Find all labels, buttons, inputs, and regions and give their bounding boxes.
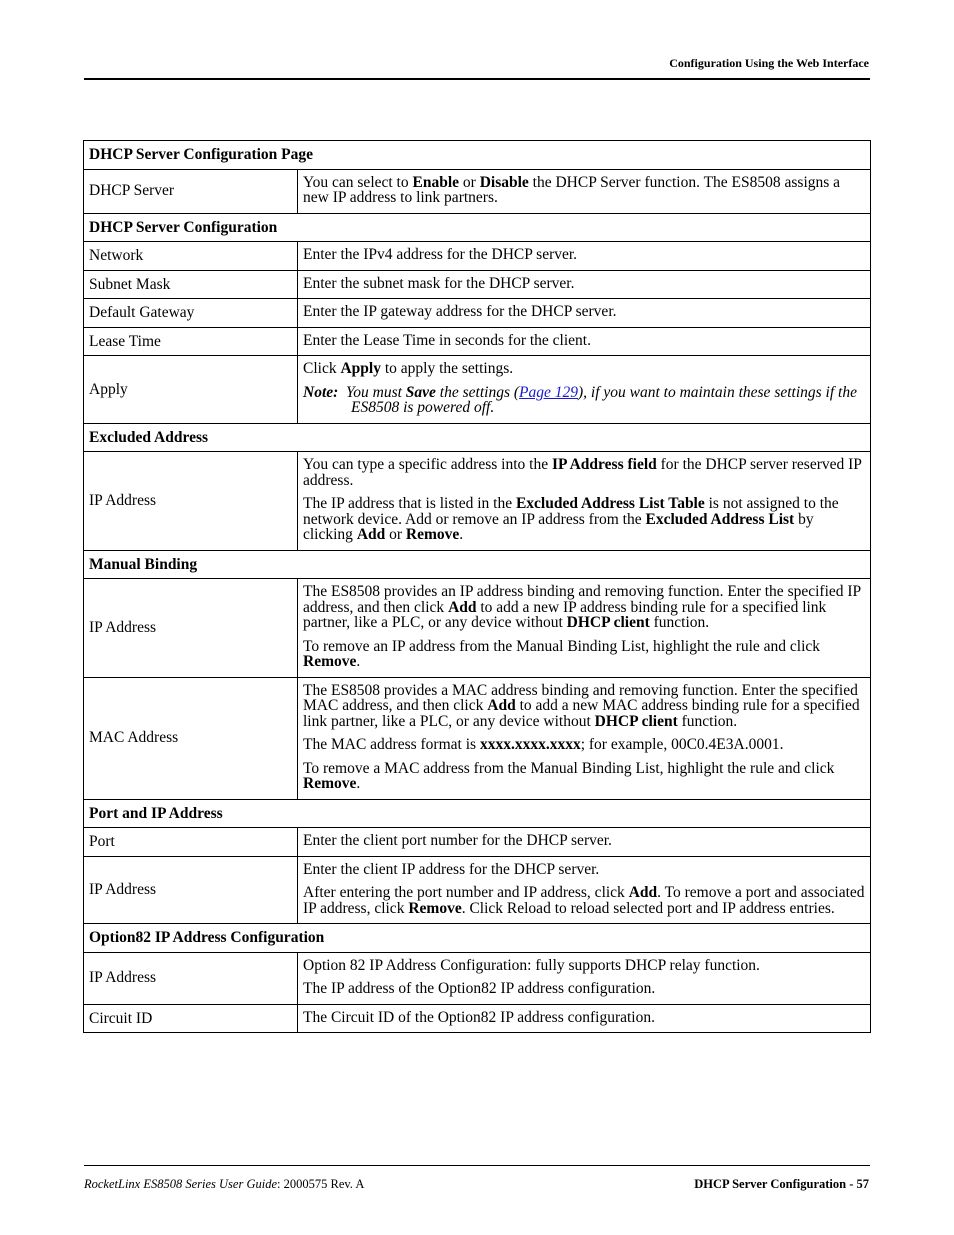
row-description <box>298 242 871 271</box>
text-run: to add a new IP address binding rule for a specified link partner, like a PLC, or any device without <box>303 598 827 631</box>
text-run: . <box>459 526 464 543</box>
table-row <box>84 327 871 356</box>
footer-doc-title <box>84 1177 364 1192</box>
section-title: Manual Binding <box>84 550 871 579</box>
text-run: To remove a MAC address from the Manual Binding List, highlight the rule and click <box>303 759 835 777</box>
bold-term: Remove <box>303 653 357 670</box>
bold-term: Add <box>448 598 477 616</box>
footer-rule <box>84 1165 870 1166</box>
description-paragraph <box>303 361 865 377</box>
row-label: Apply <box>84 356 298 424</box>
bold-term: Enable <box>412 173 460 191</box>
text-run: . Click Reload to reload selected port and IP address entries. <box>461 899 835 917</box>
description-paragraph <box>303 639 865 670</box>
row-description <box>298 169 871 213</box>
table-row <box>84 169 871 213</box>
row-label: Default Gateway <box>84 299 298 328</box>
description-paragraph <box>303 958 865 974</box>
bold-term: DHCP client <box>566 614 650 631</box>
section-header-row <box>84 141 871 170</box>
row-label: IP Address <box>84 856 298 924</box>
bold-term: Disable <box>479 173 529 191</box>
text-run: the DHCP Server function. The ES8508 assigns a new IP address to link partners. <box>303 173 841 206</box>
text-run: ; for example, 00C0.4E3A.0001. <box>580 736 784 753</box>
text-run: The IP address of the Option82 IP address configuration. <box>303 980 656 997</box>
row-description <box>298 677 871 799</box>
description-paragraph <box>303 737 865 753</box>
description-paragraph <box>303 496 865 543</box>
text-run: Enter the client port number for the DHCP server. <box>303 832 612 849</box>
row-label: MAC Address <box>84 677 298 799</box>
text-run: to add a new MAC address binding rule for a specified link partner, like a PLC, or any device without <box>303 697 860 730</box>
description-paragraph <box>303 333 865 349</box>
table-row <box>84 452 871 551</box>
note-spacer <box>338 384 346 401</box>
bold-term: Remove <box>303 775 357 792</box>
row-description <box>298 856 871 924</box>
text-run: Enter the IPv4 address for the DHCP server. <box>303 246 578 263</box>
text-run: function. <box>677 712 738 730</box>
description-paragraph <box>303 981 865 997</box>
section-header-row <box>84 799 871 828</box>
bold-term: Add <box>356 526 386 543</box>
footer-page-label: DHCP Server Configuration - 57 <box>694 1177 869 1191</box>
row-label: Subnet Mask <box>84 270 298 299</box>
dhcp-server-config-table <box>83 140 871 1033</box>
row-label: Circuit ID <box>84 1004 298 1033</box>
description-paragraph <box>303 304 865 320</box>
table-row <box>84 677 871 799</box>
row-description <box>298 828 871 857</box>
text-run: Enter the subnet mask for the DHCP server. <box>303 274 575 292</box>
row-label: DHCP Server <box>84 169 298 213</box>
text-run: by clicking <box>303 510 814 543</box>
description-paragraph <box>303 175 865 206</box>
description-paragraph <box>303 761 865 792</box>
text-run: or <box>385 526 406 543</box>
text-run: for the DHCP server reserved IP address. <box>303 456 862 489</box>
description-paragraph <box>303 862 865 878</box>
text-run: The IP address that is listed in the <box>303 495 516 512</box>
text-run: The ES8508 provides a MAC address binding and removing function. Enter the specified MAC address, and then click <box>303 681 858 714</box>
row-description <box>298 270 871 299</box>
bold-term: Excluded Address List <box>645 510 795 528</box>
bold-term: Remove <box>408 899 462 917</box>
text-run: or <box>459 173 480 191</box>
row-description <box>298 356 871 424</box>
description-paragraph <box>303 457 865 488</box>
row-description <box>298 452 871 551</box>
text-run: to apply the settings. <box>380 360 514 377</box>
description-paragraph <box>303 276 865 292</box>
table-row <box>84 242 871 271</box>
row-description <box>298 952 871 1004</box>
table-row <box>84 299 871 328</box>
row-label: Network <box>84 242 298 271</box>
section-title: DHCP Server Configuration Page <box>84 141 871 170</box>
row-label: IP Address <box>84 952 298 1004</box>
text-run: Enter the client IP address for the DHCP server. <box>303 860 600 878</box>
table-row <box>84 270 871 299</box>
footer-guide-name: RocketLinx ES8508 Series User Guide <box>84 1177 278 1191</box>
text-run: the settings ( <box>435 383 520 401</box>
bold-term: Add <box>628 884 658 901</box>
section-title: Option82 IP Address Configuration <box>84 924 871 953</box>
bold-term: Excluded Address List Table <box>515 495 705 512</box>
text-run: The ES8508 provides an IP address binding and removing function. Enter the specified IP address, and then click <box>303 583 861 616</box>
row-label: Lease Time <box>84 327 298 356</box>
text-run: . <box>356 775 361 792</box>
running-header-title: Configuration Using the Web Interface <box>669 56 869 70</box>
footer-doc-number: : 2000575 Rev. A <box>277 1177 365 1191</box>
description-paragraph <box>303 833 865 849</box>
table-row <box>84 356 871 424</box>
table-row <box>84 579 871 678</box>
description-paragraph <box>303 1010 865 1026</box>
section-header-row <box>84 213 871 242</box>
description-paragraph <box>303 885 865 916</box>
note-paragraph <box>303 385 865 416</box>
row-label: IP Address <box>84 579 298 678</box>
row-label: IP Address <box>84 452 298 551</box>
bold-term: Remove <box>405 526 460 543</box>
text-run: Click <box>303 360 341 377</box>
bold-term: Add <box>487 697 516 714</box>
text-run: is not assigned to the network device. Add or remove an IP address from the <box>303 495 839 528</box>
row-description <box>298 579 871 678</box>
bold-term: DHCP client <box>594 712 678 730</box>
table-row <box>84 1004 871 1033</box>
text-run: Enter the IP gateway address for the DHCP server. <box>303 303 617 320</box>
text-run: ), if you want to maintain these settings if the ES8508 is powered off. <box>351 383 857 416</box>
section-header-row <box>84 924 871 953</box>
row-label: Port <box>84 828 298 857</box>
text-run: You must <box>346 383 406 401</box>
text-run: Option 82 IP Address Configuration: fully supports DHCP relay function. <box>303 956 760 974</box>
bold-term: IP Address field <box>551 456 657 473</box>
section-title: Excluded Address <box>84 423 871 452</box>
description-paragraph <box>303 247 865 263</box>
text-run: . <box>356 653 361 670</box>
row-description <box>298 327 871 356</box>
text-run: You can select to <box>303 173 413 191</box>
row-description <box>298 299 871 328</box>
page-link[interactable]: Page 129 <box>519 383 578 401</box>
bold-term: Save <box>405 383 436 401</box>
text-run: To remove an IP address from the Manual Binding List, highlight the rule and click <box>303 637 821 655</box>
description-paragraph <box>303 584 865 631</box>
section-header-row <box>84 550 871 579</box>
table-body <box>84 141 871 1033</box>
table-row <box>84 952 871 1004</box>
bold-term: Apply <box>340 360 381 377</box>
text-run: After entering the port number and IP address, click <box>303 884 629 901</box>
table-row <box>84 828 871 857</box>
section-title: DHCP Server Configuration <box>84 213 871 242</box>
text-run: . To remove a port and associated IP address, click <box>303 884 865 917</box>
section-title: Port and IP Address <box>84 799 871 828</box>
header-rule <box>84 78 870 80</box>
bold-term: xxxx.xxxx.xxxx <box>479 736 581 753</box>
text-run: The MAC address format is <box>303 736 480 753</box>
section-header-row <box>84 423 871 452</box>
text-run: Enter the Lease Time in seconds for the client. <box>303 331 591 349</box>
row-description <box>298 1004 871 1033</box>
description-paragraph <box>303 683 865 730</box>
table-row <box>84 856 871 924</box>
note-label: Note: <box>303 383 339 401</box>
text-run: You can type a specific address into the <box>303 456 552 473</box>
text-run: function. <box>649 614 710 631</box>
text-run: The Circuit ID of the Option82 IP address configuration. <box>303 1008 655 1026</box>
